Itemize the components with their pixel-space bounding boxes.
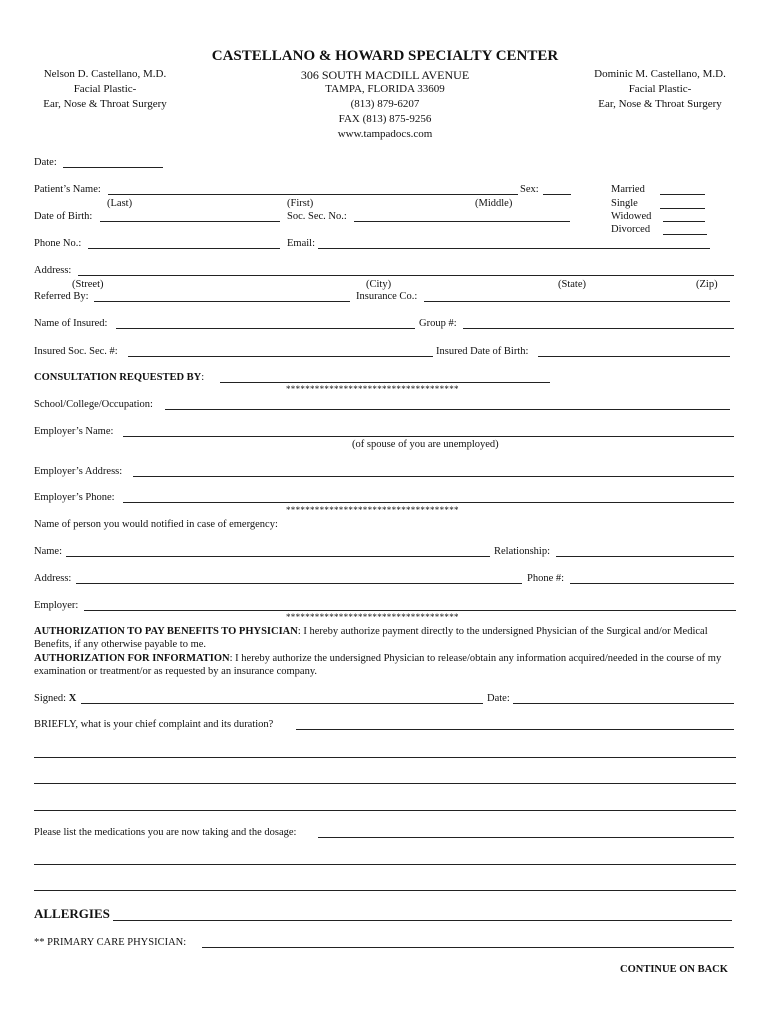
patient-name-label: Patient’s Name: — [34, 184, 101, 195]
complaint-line-3[interactable] — [34, 783, 736, 784]
insurance-co-field[interactable] — [424, 301, 730, 302]
emergency-name-field[interactable] — [66, 556, 490, 557]
employer-phone-field[interactable] — [123, 502, 734, 503]
employer-name-field[interactable] — [123, 436, 734, 437]
separator-stars-3: ************************************ — [286, 612, 459, 622]
first-caption: (First) — [287, 198, 314, 209]
complaint-field[interactable] — [296, 729, 734, 730]
medications-line-3[interactable] — [34, 890, 736, 891]
center-phone: (813) 879-6207 — [350, 98, 420, 110]
widowed-label: Widowed — [611, 211, 652, 222]
divorced-label: Divorced — [611, 224, 651, 235]
married-label: Married — [611, 184, 645, 195]
street-caption: (Street) — [72, 279, 104, 290]
email-label: Email: — [287, 238, 315, 249]
right-doctor-specialty-2: Ear, Nose & Throat Surgery — [598, 98, 722, 110]
insurance-co-label: Insurance Co.: — [356, 291, 418, 302]
allergies-field[interactable] — [113, 920, 732, 921]
phone-field[interactable] — [88, 248, 280, 249]
insured-ssn-label: Insured Soc. Sec. #: — [34, 346, 118, 357]
left-doctor-specialty-2: Ear, Nose & Throat Surgery — [43, 98, 167, 110]
sign-date-field[interactable] — [513, 703, 734, 704]
medications-line-2[interactable] — [34, 864, 736, 865]
medications-field[interactable] — [318, 837, 734, 838]
phone-label: Phone No.: — [34, 238, 82, 249]
emergency-employer-field[interactable] — [84, 610, 736, 611]
center-city: TAMPA, FLORIDA 33609 — [325, 83, 445, 95]
separator-stars-2: ************************************ — [286, 505, 459, 515]
emergency-name-label: Name: — [34, 546, 62, 557]
complaint-line-2[interactable] — [34, 757, 736, 758]
state-caption: (State) — [558, 279, 586, 290]
employer-phone-label: Employer’s Phone: — [34, 492, 115, 503]
emergency-employer-label: Employer: — [34, 600, 79, 611]
employer-address-field[interactable] — [133, 476, 734, 477]
sex-label: Sex: — [520, 184, 539, 195]
divorced-field[interactable] — [663, 234, 707, 235]
sign-date-label: Date: — [487, 693, 510, 704]
patient-name-field[interactable] — [108, 194, 518, 195]
emergency-address-field[interactable] — [76, 583, 522, 584]
center-address: 306 SOUTH MACDILL AVENUE — [300, 68, 470, 82]
primary-care-label: ** PRIMARY CARE PHYSICIAN: — [34, 937, 187, 948]
medications-label: Please list the medications you are now taking and the dosage: — [34, 827, 297, 838]
dob-field[interactable] — [100, 221, 280, 222]
insured-ssn-field[interactable] — [128, 356, 433, 357]
single-label: Single — [611, 198, 638, 209]
middle-caption: (Middle) — [475, 198, 513, 209]
ssn-label: Soc. Sec. No.: — [287, 211, 347, 222]
separator-stars-1: ************************************ — [286, 384, 459, 394]
continue-on-back: CONTINUE ON BACK — [620, 964, 728, 975]
emergency-address-label: Address: — [34, 573, 72, 584]
name-insured-label: Name of Insured: — [34, 318, 108, 329]
date-field[interactable] — [63, 167, 163, 168]
left-doctor-specialty: Facial Plastic- — [73, 83, 137, 95]
insured-dob-label: Insured Date of Birth: — [436, 346, 529, 357]
email-field[interactable] — [318, 248, 710, 249]
complaint-label: BRIEFLY, what is your chief complaint and its duration? — [34, 719, 274, 730]
center-website: www.tampadocs.com — [337, 128, 433, 140]
name-insured-field[interactable] — [116, 328, 415, 329]
ssn-field[interactable] — [354, 221, 570, 222]
auth-info-paragraph: AUTHORIZATION FOR INFORMATION: I hereby authorize the undersigned Physician to release/obtain any information acquired/needed in the course of my examination or treatment/or as requested by an insurance company. — [34, 653, 722, 678]
single-field[interactable] — [660, 208, 705, 209]
consultation-label: CONSULTATION REQUESTED BY: — [34, 372, 205, 383]
referred-by-field[interactable] — [94, 301, 350, 302]
city-caption: (City) — [366, 279, 392, 290]
insured-dob-field[interactable] — [538, 356, 730, 357]
emergency-heading: Name of person you would notified in case of emergency: — [34, 519, 278, 530]
school-field[interactable] — [165, 409, 730, 410]
group-field[interactable] — [463, 328, 734, 329]
primary-care-field[interactable] — [202, 947, 734, 948]
right-doctor-specialty: Facial Plastic- — [628, 83, 692, 95]
school-label: School/College/Occupation: — [34, 399, 153, 410]
referred-by-label: Referred By: — [34, 291, 89, 302]
signature-field[interactable] — [81, 703, 483, 704]
last-caption: (Last) — [107, 198, 133, 209]
right-doctor-name: Dominic M. Castellano, M.D. — [594, 68, 726, 80]
employer-name-label: Employer’s Name: — [34, 426, 114, 437]
signed-label: Signed: X — [34, 693, 77, 704]
emergency-phone-label: Phone #: — [527, 573, 565, 584]
relationship-field[interactable] — [556, 556, 734, 557]
allergies-label: ALLERGIES — [34, 906, 110, 921]
married-field[interactable] — [660, 194, 705, 195]
center-fax: FAX (813) 875-9256 — [338, 113, 432, 125]
relationship-label: Relationship: — [494, 546, 550, 557]
dob-label: Date of Birth: — [34, 211, 93, 222]
spouse-note: (of spouse of you are unemployed) — [352, 439, 499, 450]
group-label: Group #: — [419, 318, 457, 329]
date-label: Date: — [34, 157, 57, 168]
emergency-phone-field[interactable] — [570, 583, 734, 584]
widowed-field[interactable] — [663, 221, 705, 222]
center-name: CASTELLANO & HOWARD SPECIALTY CENTER — [211, 48, 559, 64]
consultation-field[interactable] — [220, 382, 550, 383]
zip-caption: (Zip) — [696, 279, 718, 290]
left-doctor-name: Nelson D. Castellano, M.D. — [43, 68, 167, 80]
sex-field[interactable] — [543, 194, 571, 195]
complaint-line-4[interactable] — [34, 810, 736, 811]
auth-pay-paragraph: AUTHORIZATION TO PAY BENEFITS TO PHYSICIAN: I hereby authorize payment directly to the undersigned Physician of the Surgical and/or Medical Benefits, if any otherwise payable to me. — [34, 626, 708, 651]
address-field[interactable] — [78, 275, 734, 276]
address-label: Address: — [34, 265, 72, 276]
employer-address-label: Employer’s Address: — [34, 466, 123, 477]
